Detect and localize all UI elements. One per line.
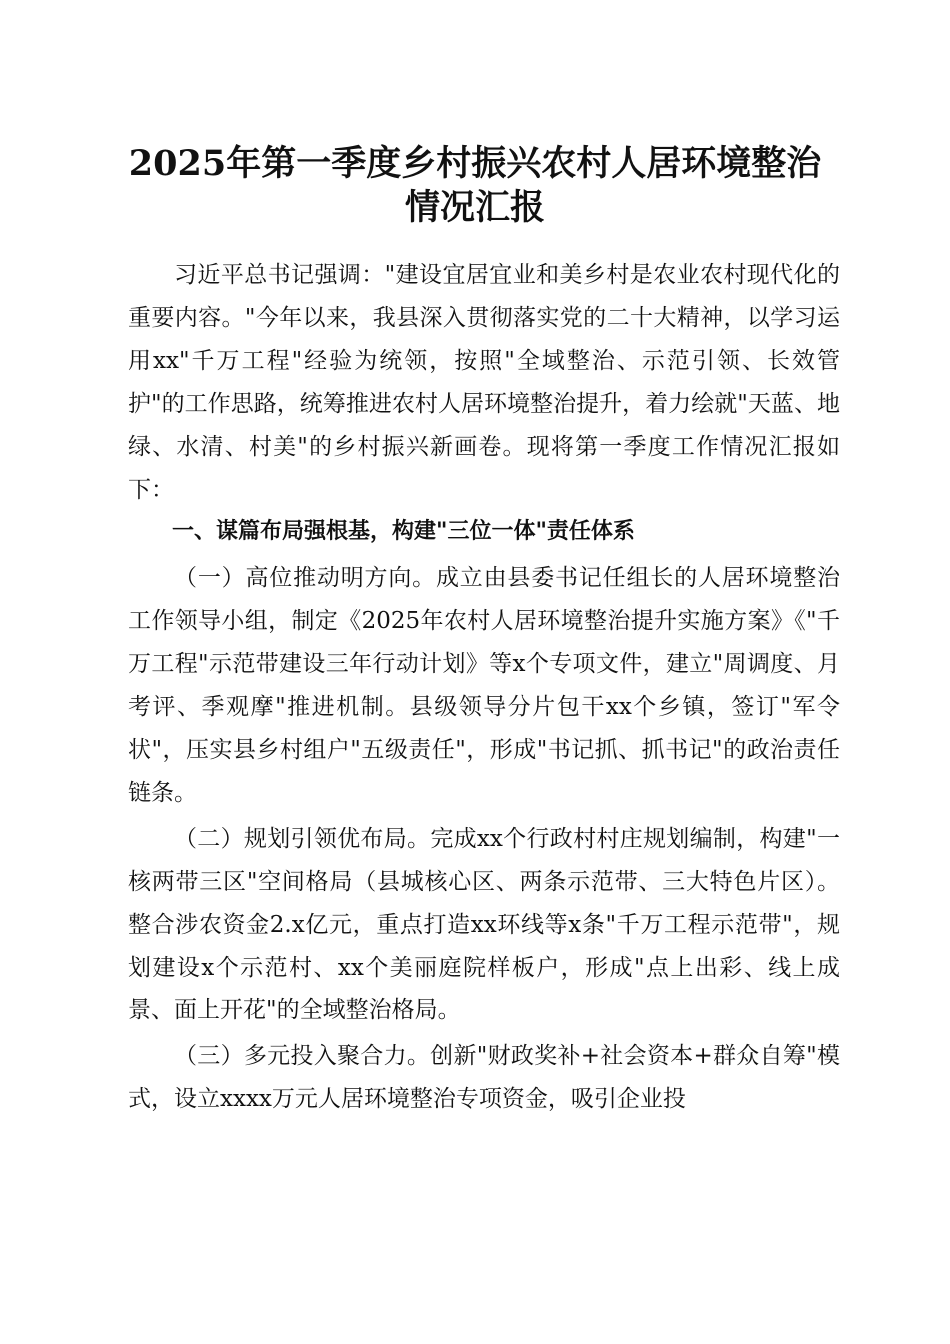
document-title-line-1: 2025年第一季度乡村振兴农村人居环境整治 xyxy=(128,143,822,184)
subsection-3-title: （三）多元投入聚合力。 xyxy=(174,1043,431,1070)
section-1-heading: 一、谋篇布局强根基，构建"三位一体"责任体系 xyxy=(172,519,635,545)
subsection-3-text: 创新"财政奖补+社会资本+群众自筹"模式，设立xxxx万元人居环境整治专项资金，吸引企业投 xyxy=(128,1043,841,1113)
subsection-3-paragraph xyxy=(128,1035,840,1121)
subsection-2-text: 完成xx个行政村村庄规划编制，构建"一核两带三区"空间格局（县城核心区、两条示范带、三大特色片区）。整合涉农资金2.x亿元，重点打造xx环线等x条"千万工程示范带"，规划建设x个示范村、xx个美丽庭院样板户，形成"点上出彩、线上成景、面上开花"的全域整治格局。 xyxy=(128,825,840,1024)
document-body xyxy=(128,254,840,1121)
subsection-2-title: （二）规划引领优布局。 xyxy=(174,825,431,852)
subsection-2-paragraph xyxy=(128,818,840,1033)
intro-paragraph: 习近平总书记强调："建设宜居宜业和美乡村是农业农村现代化的重要内容。"今年以来，我县深入贯彻落实党的二十大精神，以学习运用xx"千万工程"经验为统领，按照"全域整治、示范引领、长效管护"的工作思路，统筹推进农村人居环境整治提升，着力绘就"天蓝、地绿、水清、村美"的乡村振兴新画卷。现将第一季度工作情况汇报如下： xyxy=(128,262,840,503)
document-title-line-2: 情况汇报 xyxy=(404,187,545,228)
subsection-1-text: 成立由县委书记任组长的人居环境整治工作领导小组，制定《2025年农村人居环境整治提升实施方案》《"千万工程"示范带建设三年行动计划》等x个专项文件，建立"周调度、月考评、季观摩"推进机制。县级领导分片包干xx个乡镇，签订"军令状"，压实县乡村组户"五级责任"，形成"书记抓、抓书记"的政治责任链条。 xyxy=(128,565,841,806)
subsection-1-title: （一）高位推动明方向。 xyxy=(174,565,436,592)
subsection-1-paragraph xyxy=(128,557,840,814)
